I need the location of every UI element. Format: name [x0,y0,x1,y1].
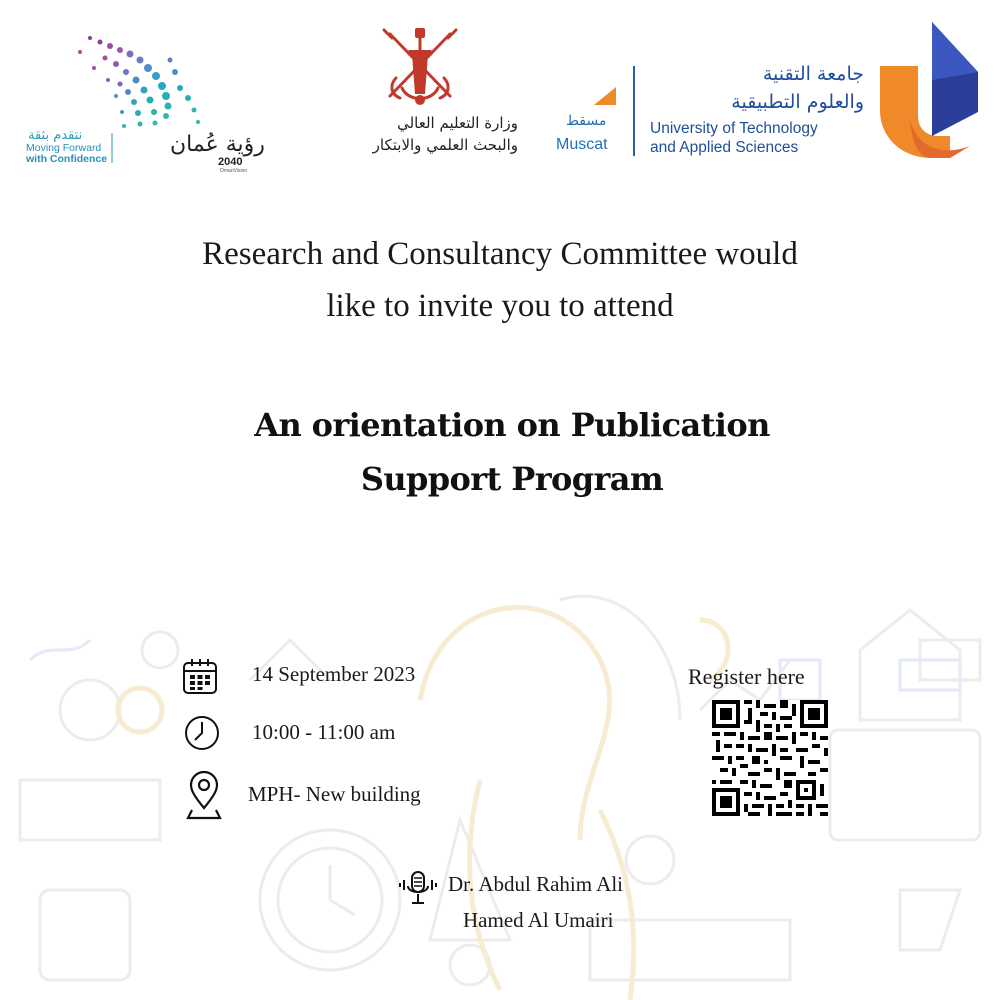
ministry-name [318,112,518,156]
event-title [160,398,864,506]
vision-arabic-name: رؤية عُمان [170,132,265,157]
university-logo [880,20,980,162]
ministry-name-line1: وزارة التعليم العالي [397,114,518,132]
event-time: 10:00 - 11:00 am [252,720,396,744]
muscat-arabic: مسقط [566,113,607,129]
speaker-name-line2: Hamed Al Umairi [463,908,614,932]
vision-sub: OmanVision [220,168,248,174]
event-title-line1: An orientation on Publication [254,406,770,444]
vision-english-tagline-line2: with Confidence [26,153,108,165]
muscat-triangle-icon [594,87,616,105]
university-english-line2: and Applied Sciences [650,139,799,156]
ministry-name-line2: والبحث العلمي والابتكار [372,136,518,154]
vision-english-tagline-line1: Moving Forward [26,142,102,154]
national-emblem-icon [372,26,468,116]
university-arabic-line1: جامعة التقنية [762,63,864,85]
muscat-english: Muscat [556,136,608,153]
background-doodles [0,560,1000,1000]
university-arabic-line2: والعلوم التطبيقية [731,91,864,113]
vision-arabic-tagline: نتقدم بثقة [28,128,83,143]
clock-icon [182,713,222,753]
university-english-line1: University of Technology [650,120,818,137]
university-name-arabic [650,60,864,116]
vision-english-tagline [26,143,107,165]
event-location: MPH- New building [248,782,421,806]
vision-year: 2040 [218,156,243,168]
invitation-line2: like to invite you to attend [326,288,674,324]
register-label: Register here [688,664,805,689]
invitation-text [80,228,920,332]
invitation-line1: Research and Consultancy Committee would [202,236,798,272]
event-title-line2: Support Program [360,460,664,498]
event-date: 14 September 2023 [252,662,416,686]
university-name-english [650,119,870,157]
calendar-icon [180,657,220,697]
qr-code-icon[interactable] [712,700,828,816]
location-pin-icon [184,770,224,820]
microphone-icon [398,870,438,906]
header-divider [633,66,635,156]
speaker-name-line1: Dr. Abdul Rahim Ali [448,872,624,896]
